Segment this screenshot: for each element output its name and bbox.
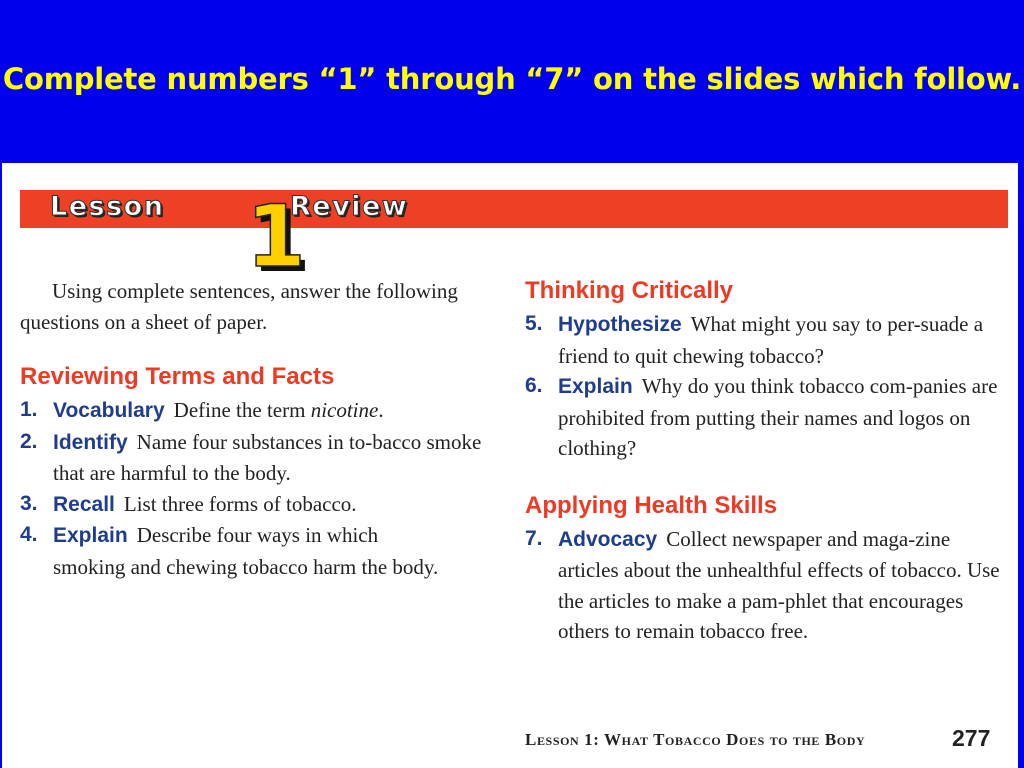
question-number: 1. bbox=[20, 398, 38, 421]
question-term: Advocacy bbox=[558, 527, 658, 551]
lesson-number: 1 bbox=[246, 187, 306, 287]
instructions: Using complete sentences, answer the following questions on a sheet of paper. bbox=[20, 279, 458, 334]
section-heading-applying: Applying Health Skills bbox=[525, 491, 778, 519]
left-column bbox=[20, 276, 500, 582]
question-number: 5. bbox=[525, 312, 543, 335]
page-footer: Lesson 1: What Tobacco Does to the Body bbox=[525, 730, 866, 749]
lesson-review-banner bbox=[20, 187, 1008, 287]
question-term: Explain bbox=[558, 375, 633, 398]
question-7 bbox=[525, 524, 1015, 647]
question-3 bbox=[20, 489, 500, 521]
right-column bbox=[525, 276, 1015, 647]
question-text: List three forms of tobacco. bbox=[123, 491, 357, 516]
question-1 bbox=[20, 395, 500, 427]
question-4 bbox=[20, 520, 453, 582]
question-text: What might you say to per-suade a friend to quit chewing tobacco? bbox=[558, 312, 984, 368]
question-text: Collect newspaper and maga-zine articles about the unhealthful effects of tobacco. Use the articles to make a pam-phlet that encourages others to remain tobacco free. bbox=[558, 526, 1000, 643]
review-label: Review bbox=[290, 191, 409, 222]
question-2 bbox=[20, 427, 500, 489]
question-text: Describe four ways in which smoking and chewing tobacco harm the body. bbox=[53, 523, 439, 579]
question-number: 7. bbox=[525, 526, 543, 550]
question-number: 3. bbox=[20, 491, 38, 515]
question-term: Hypothesize bbox=[558, 313, 682, 336]
page-number: 277 bbox=[952, 725, 991, 751]
question-number: 2. bbox=[20, 429, 38, 453]
section-heading-thinking: Thinking Critically bbox=[525, 277, 734, 304]
section-heading-reviewing: Reviewing Terms and Facts bbox=[20, 363, 335, 390]
question-number: 4. bbox=[20, 523, 38, 546]
question-number: 6. bbox=[525, 374, 543, 397]
question-text: Define the term bbox=[173, 398, 311, 422]
question-6 bbox=[525, 371, 1015, 464]
textbook-page bbox=[2, 163, 1018, 768]
question-text-em: nicotine bbox=[310, 398, 379, 422]
question-term: Vocabulary bbox=[53, 399, 165, 422]
question-text-end: . bbox=[378, 398, 384, 422]
question-term: Recall bbox=[53, 492, 115, 516]
question-text: Name four substances in to-bacco smoke that are harmful to the body. bbox=[53, 429, 482, 485]
lesson-label: Lesson bbox=[50, 191, 165, 222]
slide-title: Complete numbers “1” through “7” on the slides which follow. bbox=[2, 62, 1022, 96]
question-text: Why do you think tobacco com-panies are prohibited from putting their names and logos on clothing? bbox=[558, 374, 998, 460]
question-5 bbox=[525, 309, 1015, 371]
question-term: Identify bbox=[53, 430, 128, 454]
question-term: Explain bbox=[53, 524, 128, 547]
